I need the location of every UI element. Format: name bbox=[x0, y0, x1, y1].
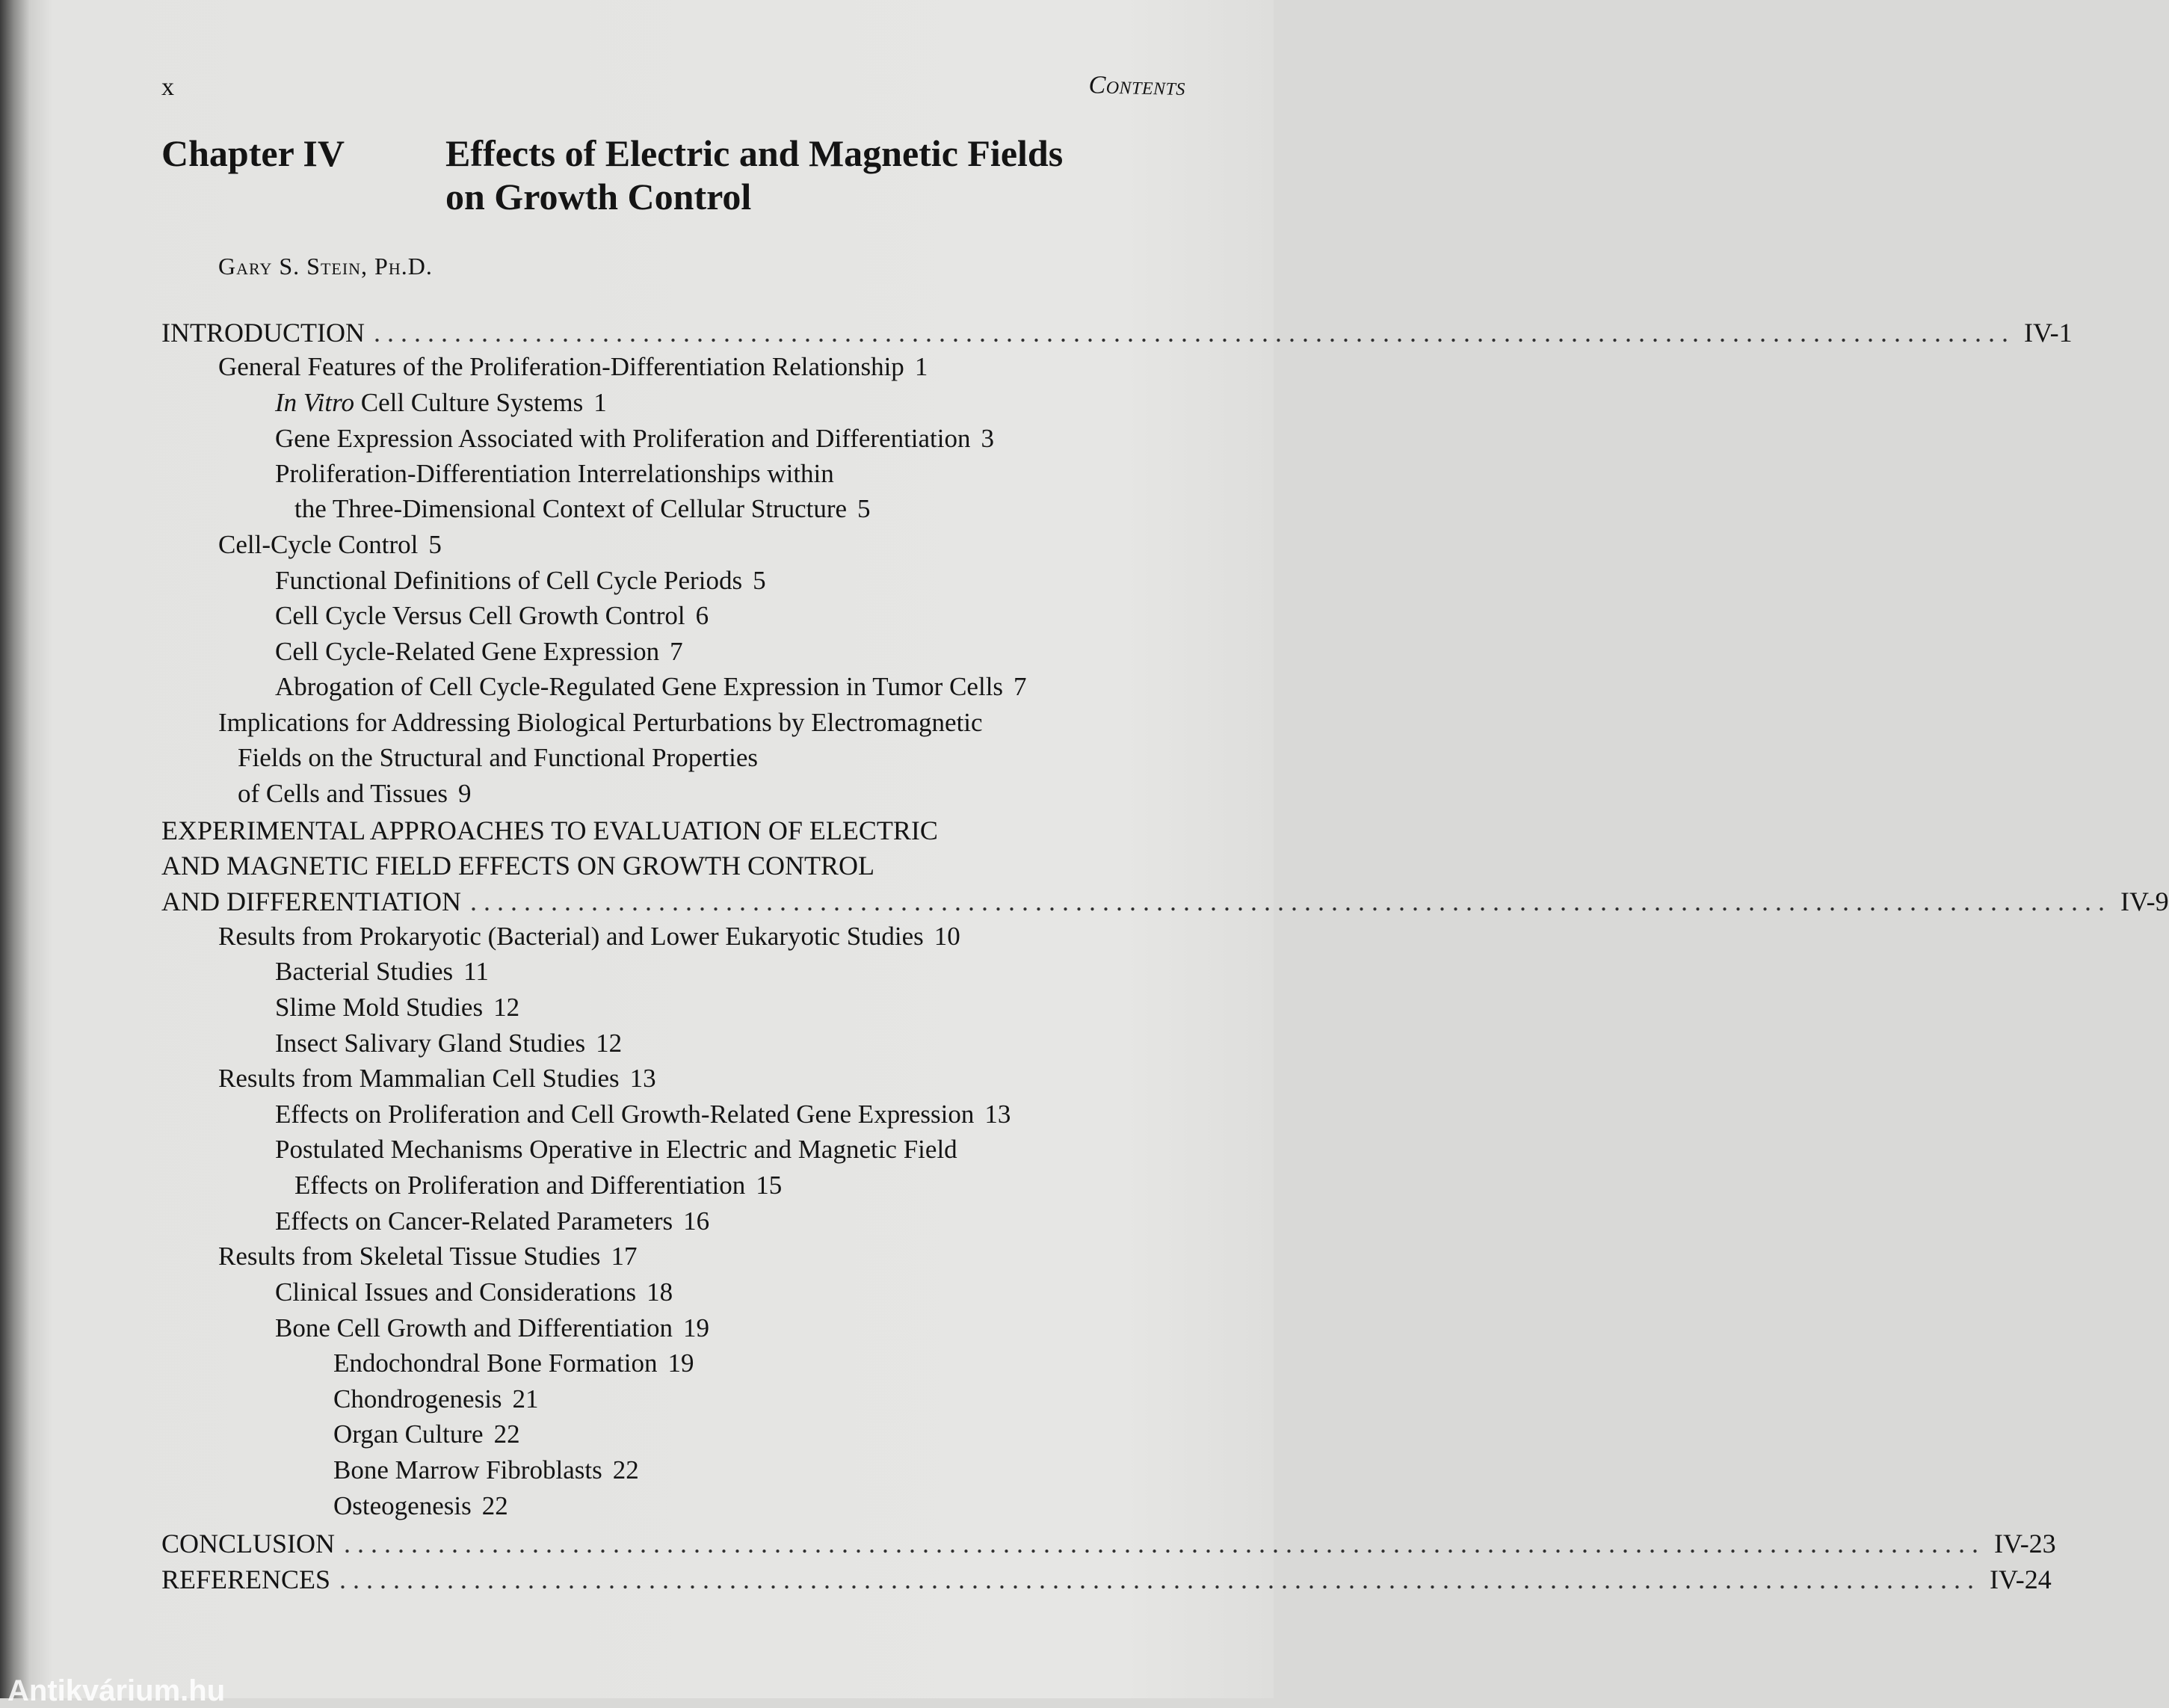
chapter-title-line-2: on Growth Control bbox=[445, 176, 752, 218]
toc-label: Osteogenesis bbox=[333, 1491, 472, 1520]
toc-entry[interactable] bbox=[275, 1135, 957, 1165]
toc-entry[interactable] bbox=[333, 1419, 520, 1449]
toc-entry[interactable] bbox=[218, 708, 983, 738]
toc-entry[interactable] bbox=[333, 1455, 639, 1485]
toc-label-italic: In Vitro bbox=[275, 388, 354, 417]
toc-page: 22 bbox=[612, 1455, 639, 1485]
toc-page: 21 bbox=[512, 1384, 539, 1413]
toc-entry[interactable] bbox=[275, 1029, 622, 1058]
toc-entry[interactable] bbox=[218, 922, 960, 952]
toc-label: of Cells and Tissues bbox=[238, 779, 448, 808]
watermark-text: Antikvárium.hu bbox=[7, 1674, 226, 1707]
toc-entry-introduction[interactable] bbox=[161, 317, 2073, 348]
toc-page: IV-24 bbox=[1990, 1564, 2052, 1594]
toc-entry[interactable] bbox=[218, 1064, 656, 1094]
toc-label: INTRODUCTION bbox=[161, 318, 365, 348]
toc-page: 15 bbox=[756, 1171, 783, 1200]
toc-entry[interactable] bbox=[275, 424, 994, 454]
toc-label: Slime Mold Studies bbox=[275, 993, 484, 1022]
toc-page: 10 bbox=[934, 922, 960, 951]
toc-label: AND MAGNETIC FIELD EFFECTS ON GROWTH CONTROL bbox=[161, 851, 874, 881]
chapter-number: Chapter IV bbox=[161, 132, 345, 174]
toc-label: Effects on Cancer-Related Parameters bbox=[275, 1206, 673, 1236]
toc-page: 1 bbox=[914, 352, 928, 381]
toc-entry-references[interactable] bbox=[161, 1564, 2052, 1595]
toc-page: 22 bbox=[493, 1419, 520, 1449]
running-head: Contents bbox=[1087, 71, 1185, 101]
toc-entry[interactable] bbox=[333, 1384, 539, 1414]
toc-page: 17 bbox=[611, 1242, 638, 1271]
toc-label: Gene Expression Associated with Proliferation and Differentiation bbox=[275, 424, 971, 453]
toc-entry[interactable] bbox=[275, 388, 607, 418]
toc-entry[interactable] bbox=[275, 459, 834, 489]
toc-label: AND DIFFERENTIATION bbox=[161, 887, 461, 916]
dot-leader: .......................................................................................................................... bbox=[344, 1529, 1986, 1559]
toc-entry[interactable] bbox=[333, 1348, 694, 1378]
toc-label: Insect Salivary Gland Studies bbox=[275, 1029, 586, 1058]
chapter-title bbox=[445, 132, 1148, 218]
toc-label: Implications for Addressing Biological Perturbations by Electromagnetic bbox=[218, 708, 983, 737]
toc-page: 11 bbox=[463, 957, 489, 986]
toc-label: Effects on Proliferation and Differentiation bbox=[294, 1171, 746, 1200]
toc-entry-experimental-line3[interactable] bbox=[161, 886, 2169, 917]
toc-entry-continuation[interactable] bbox=[238, 743, 758, 773]
dot-leader: .......................................................................................................................... bbox=[469, 887, 2111, 916]
page-number-roman: x bbox=[161, 73, 174, 101]
toc-entry-experimental[interactable] bbox=[161, 815, 938, 846]
dot-leader: .......................................................................................................................... bbox=[373, 318, 2015, 348]
toc-entry[interactable] bbox=[275, 672, 1027, 702]
toc-label: Bacterial Studies bbox=[275, 957, 454, 986]
toc-entry[interactable] bbox=[275, 601, 709, 631]
toc-page: 5 bbox=[428, 530, 442, 559]
toc-entry-experimental-line2[interactable] bbox=[161, 850, 874, 881]
toc-entry[interactable] bbox=[218, 1242, 637, 1271]
toc-page: 18 bbox=[647, 1277, 673, 1307]
toc-label: General Features of the Proliferation-Differentiation Relationship bbox=[218, 352, 904, 381]
toc-page: 5 bbox=[753, 566, 766, 595]
toc-entry[interactable] bbox=[275, 1100, 1011, 1129]
toc-page: IV-9 bbox=[2120, 887, 2169, 916]
toc-label: Organ Culture bbox=[333, 1419, 484, 1449]
toc-entry[interactable] bbox=[275, 566, 766, 596]
toc-label: Results from Skeletal Tissue Studies bbox=[218, 1242, 601, 1271]
toc-page: 7 bbox=[1013, 672, 1027, 701]
toc-page: 12 bbox=[596, 1029, 623, 1058]
toc-page: 19 bbox=[667, 1348, 694, 1378]
toc-entry-continuation[interactable] bbox=[238, 779, 472, 809]
toc-label: Results from Mammalian Cell Studies bbox=[218, 1064, 620, 1093]
toc-page: 16 bbox=[683, 1206, 710, 1236]
toc-entry[interactable] bbox=[218, 352, 928, 382]
toc-page: 22 bbox=[481, 1491, 508, 1520]
toc-label: Results from Prokaryotic (Bacterial) and Lower Eukaryotic Studies bbox=[218, 922, 924, 951]
toc-page: 5 bbox=[857, 494, 871, 523]
toc-label: the Three-Dimensional Context of Cellular Structure bbox=[294, 494, 848, 523]
toc-label: Functional Definitions of Cell Cycle Periods bbox=[275, 566, 743, 595]
toc-page: 9 bbox=[458, 779, 472, 808]
toc-page: IV-1 bbox=[2023, 318, 2073, 348]
toc-entry[interactable] bbox=[275, 1277, 673, 1307]
toc-page: 13 bbox=[629, 1064, 656, 1093]
toc-page: 12 bbox=[493, 993, 520, 1022]
toc-page: 3 bbox=[981, 424, 995, 453]
toc-entry[interactable] bbox=[275, 637, 683, 667]
toc-label: Postulated Mechanisms Operative in Electric and Magnetic Field bbox=[275, 1135, 957, 1164]
toc-label: Abrogation of Cell Cycle-Regulated Gene Expression in Tumor Cells bbox=[275, 672, 1004, 701]
toc-entry-continuation[interactable] bbox=[294, 494, 871, 524]
toc-page: 1 bbox=[593, 388, 607, 417]
toc-entry[interactable] bbox=[275, 993, 519, 1023]
chapter-title-line-1: Effects of Electric and Magnetic Fields bbox=[445, 132, 1064, 174]
toc-label: Cell Culture Systems bbox=[354, 388, 584, 417]
toc-label: Cell Cycle Versus Cell Growth Control bbox=[275, 601, 685, 630]
toc-entry[interactable] bbox=[275, 957, 489, 987]
toc-label: Cell Cycle-Related Gene Expression bbox=[275, 637, 660, 666]
toc-entry-conclusion[interactable] bbox=[161, 1528, 2056, 1559]
toc-entry[interactable] bbox=[333, 1491, 508, 1521]
toc-entry[interactable] bbox=[275, 1313, 709, 1343]
toc-entry[interactable] bbox=[218, 530, 442, 560]
toc-label: REFERENCES bbox=[161, 1564, 331, 1594]
toc-page: 7 bbox=[670, 637, 683, 666]
toc-page: 6 bbox=[695, 601, 709, 630]
toc-label: EXPERIMENTAL APPROACHES TO EVALUATION OF ELECTRIC bbox=[161, 816, 938, 845]
toc-label: Clinical Issues and Considerations bbox=[275, 1277, 637, 1307]
toc-label: Cell-Cycle Control bbox=[218, 530, 419, 559]
toc-label: Fields on the Structural and Functional Properties bbox=[238, 743, 759, 772]
dot-leader: .......................................................................................................................... bbox=[339, 1564, 1981, 1594]
toc-entry-continuation[interactable] bbox=[294, 1171, 782, 1200]
chapter-author: Gary S. Stein, Ph.D. bbox=[218, 253, 433, 280]
toc-entry[interactable] bbox=[275, 1206, 709, 1236]
toc-label: Endochondral Bone Formation bbox=[333, 1348, 658, 1378]
toc-label: Bone Marrow Fibroblasts bbox=[333, 1455, 602, 1485]
toc-page: 13 bbox=[984, 1100, 1011, 1129]
toc-label: Proliferation-Differentiation Interrelationships within bbox=[275, 459, 834, 488]
toc-page: IV-23 bbox=[1994, 1529, 2056, 1559]
toc-page: 19 bbox=[683, 1313, 710, 1342]
toc-label: Bone Cell Growth and Differentiation bbox=[275, 1313, 673, 1342]
toc-label: CONCLUSION bbox=[161, 1529, 336, 1559]
toc-label: Effects on Proliferation and Cell Growth-Related Gene Expression bbox=[275, 1100, 975, 1129]
toc-label: Chondrogenesis bbox=[333, 1384, 502, 1413]
